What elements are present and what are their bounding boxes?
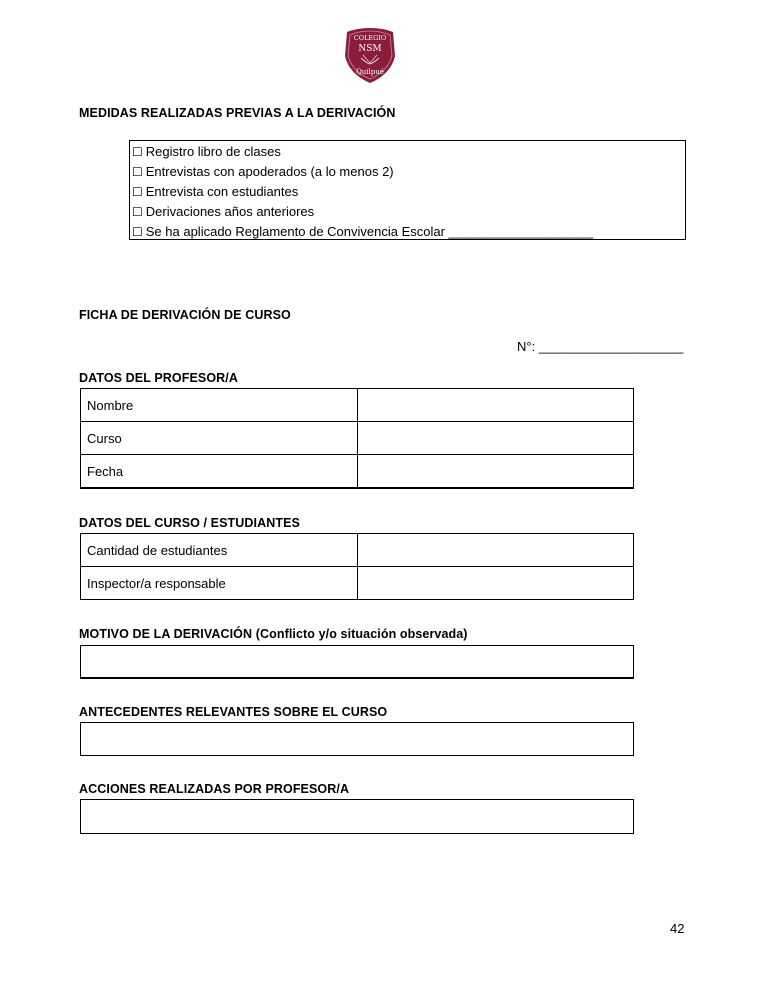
checklist-item-label: Entrevistas con apoderados (a lo menos 2) (145, 164, 394, 179)
checkbox-icon[interactable]: ☐ (132, 205, 143, 219)
checkbox-icon[interactable]: ☐ (132, 185, 143, 199)
checkbox-icon[interactable]: ☐ (132, 225, 143, 239)
checklist-item[interactable] (130, 162, 685, 182)
acciones-title: ACCIONES REALIZADAS POR PROFESOR/A (79, 782, 350, 796)
checklist-item-label: Se ha aplicado Reglamento de Convivencia Escolar ____________________ (145, 224, 594, 239)
checklist-item[interactable] (130, 182, 685, 202)
curso-value-inspector[interactable] (358, 567, 634, 600)
checklist-item[interactable] (130, 222, 685, 242)
crest-text-top: COLEGIO (353, 34, 387, 42)
school-crest-logo (341, 26, 399, 84)
profesor-title: DATOS DEL PROFESOR/A (79, 371, 238, 385)
antecedentes-title: ANTECEDENTES RELEVANTES SOBRE EL CURSO (79, 705, 388, 719)
table-row (81, 422, 634, 455)
profesor-table (80, 388, 634, 489)
acciones-field[interactable] (80, 799, 634, 834)
ficha-title: FICHA DE DERIVACIÓN DE CURSO (79, 308, 291, 322)
medidas-title: MEDIDAS REALIZADAS PREVIAS A LA DERIVACIÓN (79, 106, 396, 120)
table-row (81, 534, 634, 567)
ficha-number-field[interactable]: N°: ____________________ (517, 339, 684, 354)
checkbox-icon[interactable]: ☐ (132, 165, 143, 179)
profesor-value-curso[interactable] (358, 422, 634, 455)
profesor-label-curso: Curso (81, 422, 358, 455)
checkbox-icon[interactable]: ☐ (132, 145, 143, 159)
checklist-item-label: Entrevista con estudiantes (145, 184, 299, 199)
crest-text-bottom: Quilpué (356, 68, 384, 76)
table-row (81, 567, 634, 600)
profesor-value-fecha[interactable] (358, 455, 634, 489)
curso-label-inspector: Inspector/a responsable (81, 567, 358, 600)
antecedentes-field[interactable] (80, 722, 634, 756)
profesor-label-fecha: Fecha (81, 455, 358, 489)
crest-text-middle: NSM (358, 44, 382, 54)
table-row (81, 455, 634, 489)
checklist-item[interactable] (130, 142, 685, 162)
checklist-item-label: Registro libro de clases (145, 144, 281, 159)
profesor-value-nombre[interactable] (358, 389, 634, 422)
checklist-item[interactable] (130, 202, 685, 222)
curso-title: DATOS DEL CURSO / ESTUDIANTES (79, 516, 300, 530)
curso-label-cantidad: Cantidad de estudiantes (81, 534, 358, 567)
medidas-checklist (129, 140, 686, 240)
curso-value-cantidad[interactable] (358, 534, 634, 567)
motivo-title: MOTIVO DE LA DERIVACIÓN (Conflicto y/o situación observada) (79, 627, 468, 641)
page-number: 42 (670, 921, 685, 936)
motivo-field[interactable] (80, 645, 634, 679)
profesor-label-nombre: Nombre (81, 389, 358, 422)
curso-table (80, 533, 634, 600)
table-row (81, 389, 634, 422)
checklist-item-label: Derivaciones años anteriores (145, 204, 315, 219)
